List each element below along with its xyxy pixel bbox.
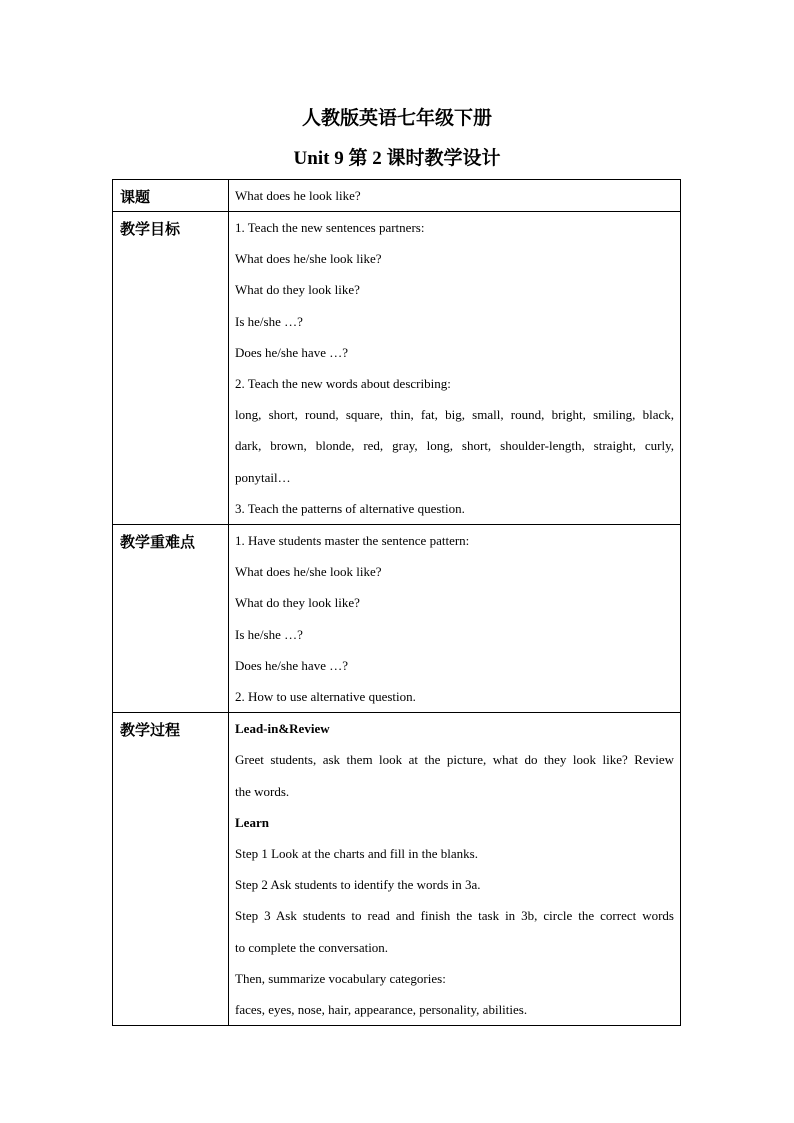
process-heading: Learn xyxy=(235,814,269,830)
objectives-line: 1. Teach the new sentences partners: xyxy=(235,220,425,235)
objectives-cell xyxy=(229,212,681,525)
process-line: the words. xyxy=(235,783,290,799)
objectives-label: 教学目标 xyxy=(113,212,229,525)
document-subtitle: Unit 9 第 2 课时教学设计 xyxy=(293,148,501,169)
objectives-line: ponytail… xyxy=(235,469,291,485)
lesson-plan-table xyxy=(112,179,681,1026)
process-line: to complete the conversation. xyxy=(235,939,389,955)
key-points-line: Does he/she have …? xyxy=(235,657,348,673)
topic-value-cell xyxy=(229,180,681,212)
key-points-cell xyxy=(229,525,681,713)
table-row-process xyxy=(113,713,681,1026)
key-points-label: 教学重难点 xyxy=(113,525,229,713)
key-points-line: What does he/she look like? xyxy=(235,564,382,580)
objectives-line: long, short, round, square, thin, fat, big, small, round, bright, smiling, black, xyxy=(235,407,674,423)
objectives-line: dark, brown, blonde, red, gray, long, short, shoulder-length, straight, curly, xyxy=(235,438,674,454)
objectives-line: Is he/she …? xyxy=(235,313,303,329)
objectives-line: What do they look like? xyxy=(235,282,360,298)
key-points-line: Is he/she …? xyxy=(235,626,303,642)
key-points-line: What do they look like? xyxy=(235,595,360,611)
process-cell xyxy=(229,713,681,1026)
key-points-line: 1. Have students master the sentence pattern: xyxy=(235,533,470,549)
topic-label: 课题 xyxy=(113,180,229,212)
objectives-line: What does he/she look like? xyxy=(235,251,382,267)
table-row-key-points xyxy=(113,525,681,713)
process-line: Then, summarize vocabulary categories: xyxy=(235,970,446,986)
process-line: Step 2 Ask students to identify the words in 3a. xyxy=(235,877,481,893)
topic-value: What does he look like? xyxy=(235,188,361,203)
process-line: Step 3 Ask students to read and finish the task in 3b, circle the correct words xyxy=(235,908,674,924)
document-title: 人教版英语七年级下册 xyxy=(301,108,492,129)
objectives-line: 3. Teach the patterns of alternative question. xyxy=(235,500,465,516)
key-points-line: 2. How to use alternative question. xyxy=(235,689,416,705)
table-row-objectives xyxy=(113,212,681,525)
objectives-line: 2. Teach the new words about describing: xyxy=(235,376,451,392)
process-line: Greet students, ask them look at the picture, what do they look like? Review xyxy=(235,752,674,768)
process-line: Step 1 Look at the charts and fill in the blanks. xyxy=(235,846,478,862)
process-heading: Lead-in&Review xyxy=(235,721,330,737)
process-line: faces, eyes, nose, hair, appearance, personality, abilities. xyxy=(235,1002,528,1018)
table-row-topic xyxy=(113,180,681,212)
objectives-line: Does he/she have …? xyxy=(235,344,348,360)
process-label: 教学过程 xyxy=(113,713,229,1026)
